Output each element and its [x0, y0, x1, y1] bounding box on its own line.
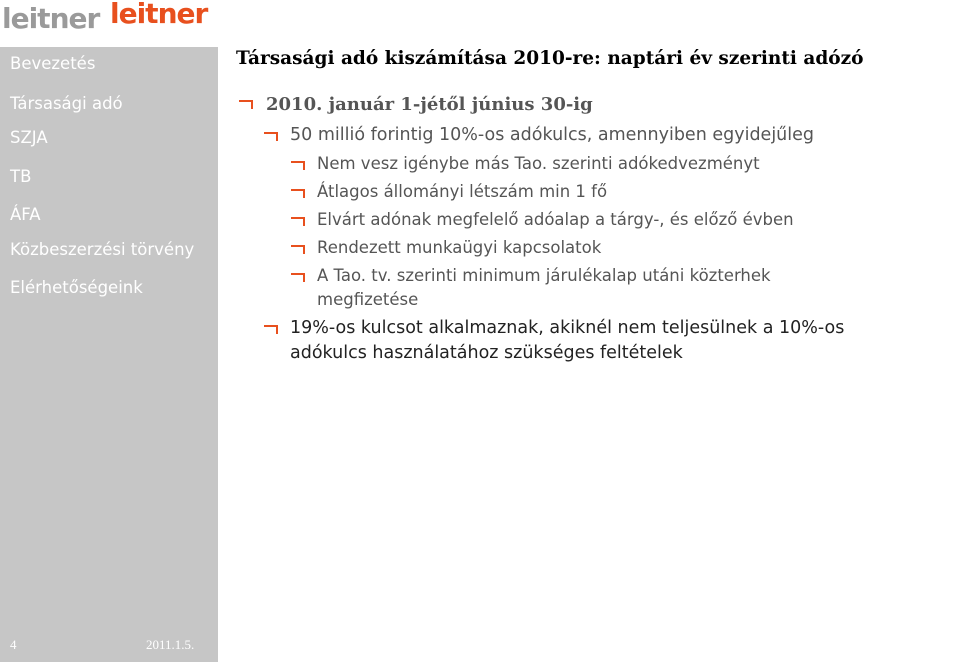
bullet-marker-icon [290, 273, 306, 283]
logo [0, 0, 220, 42]
bullet-text: 2010. január 1-jétől június 30-ig [266, 94, 593, 115]
bullet-level3-continuation [317, 290, 418, 309]
bullet-level3 [317, 182, 607, 201]
page-number: 4 [10, 637, 17, 652]
sidebar-item-szja[interactable]: SZJA [10, 128, 48, 147]
sidebar-item-afa[interactable]: ÁFA [10, 205, 41, 224]
bullet-text: Átlagos állományi létszám min 1 fő [317, 182, 608, 201]
sidebar-item-bevezetes[interactable]: Bevezetés [10, 54, 96, 73]
bullet-text: Elvárt adónak megfelelő adóalap a tárgy-, és előző évben [317, 210, 794, 229]
bullet-level2 [290, 318, 844, 338]
logo-text-orange: leitner [110, 0, 208, 30]
slide-date: 2011.1.5. [146, 637, 195, 652]
bullet-marker-icon [290, 161, 306, 171]
bullet-text: A Tao. tv. szerinti minimum járulékalap utáni közterhek [317, 266, 771, 285]
bullet-text: Nem vesz igénybe más Tao. szerinti adókedvezményt [317, 154, 760, 173]
sidebar-item-elerhetosegeink[interactable]: Elérhetőségeink [10, 278, 143, 297]
bullet-marker-icon [238, 100, 254, 110]
bullet-text: adókulcs használatához szükséges feltételek [290, 343, 683, 363]
bullet-text: 50 millió forintig 10%-os adókulcs, amennyiben egyidejűleg [290, 125, 815, 145]
bullet-marker-icon [263, 132, 279, 142]
bullet-level2-continuation [290, 343, 683, 363]
bullet-level2 [290, 125, 814, 145]
sidebar-item-kozbeszerzesi-torveny[interactable]: Közbeszerzési törvény [10, 240, 195, 259]
slide-title: Társasági adó kiszámítása 2010-re: naptári év szerinti adózó [236, 48, 864, 69]
bullet-marker-icon [263, 325, 279, 335]
bullet-level3 [317, 238, 601, 257]
bullet-level1 [266, 94, 593, 115]
bullet-level3 [317, 266, 771, 285]
logo-text-grey: leitner [2, 2, 100, 35]
bullet-marker-icon [290, 245, 306, 255]
bullet-level3 [317, 154, 760, 173]
sidebar-item-tb[interactable]: TB [10, 167, 32, 186]
bullet-text: Rendezett munkaügyi kapcsolatok [317, 238, 602, 257]
bullet-text: megfizetése [317, 290, 419, 309]
bullet-marker-icon [290, 217, 306, 227]
bullet-marker-icon [290, 189, 306, 199]
sidebar-item-tarsasagi-ado[interactable]: Társasági adó [10, 94, 123, 113]
bullet-level3 [317, 210, 794, 229]
bullet-text: 19%-os kulcsot alkalmaznak, akiknél nem teljesülnek a 10%-os [290, 318, 845, 338]
